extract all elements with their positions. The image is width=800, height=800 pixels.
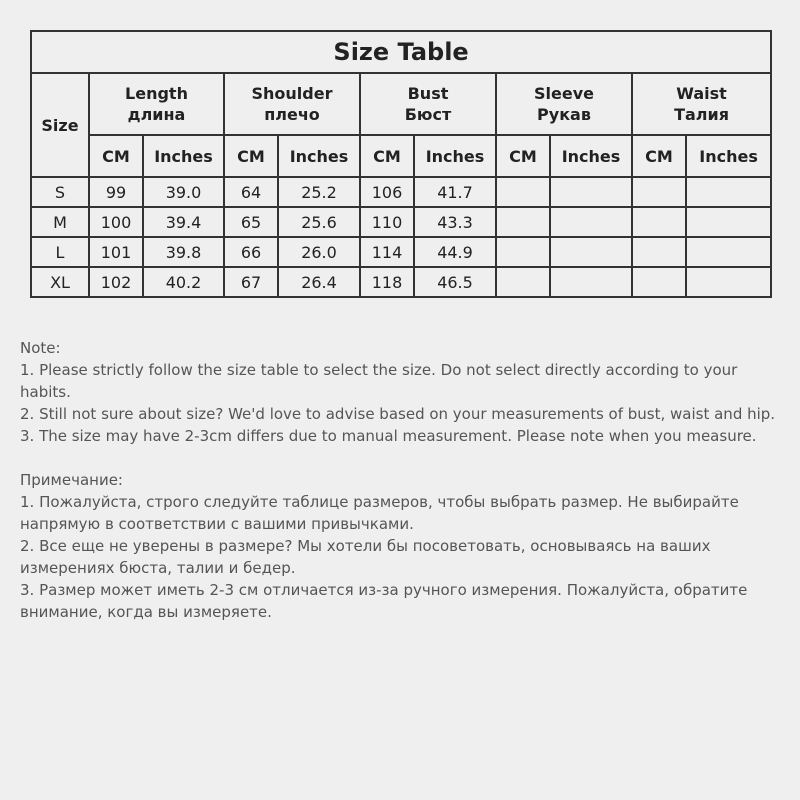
note-item-ru: 2. Все еще не уверены в размере? Мы хотели бы посоветовать, основываясь на ваших измерениях бюста, талии и бедер. [20, 537, 711, 577]
sleeve-inches-cell [550, 267, 632, 297]
bust-cm-cell: 118 [360, 267, 414, 297]
group-header-sleeve [496, 73, 632, 135]
bust-cm-cell: 110 [360, 207, 414, 237]
unit-header-inches: Inches [278, 135, 360, 177]
group-label-en: Bust [407, 84, 449, 103]
unit-header-inches: Inches [550, 135, 632, 177]
sleeve-inches-cell [550, 177, 632, 207]
notes-section [20, 337, 790, 623]
length-cm-cell: 99 [89, 177, 143, 207]
waist-cm-cell [632, 177, 686, 207]
length-inches-cell: 40.2 [143, 267, 224, 297]
bust-inches-cell: 44.9 [414, 237, 496, 267]
notes-heading-en: Note: [20, 339, 61, 357]
unit-header-cm: CM [89, 135, 143, 177]
shoulder-cm-cell: 66 [224, 237, 278, 267]
waist-inches-cell [686, 237, 771, 267]
size-cell: S [31, 177, 89, 207]
size-column-header: Size [31, 73, 89, 177]
sleeve-cm-cell [496, 267, 550, 297]
shoulder-cm-cell: 67 [224, 267, 278, 297]
bust-inches-cell: 46.5 [414, 267, 496, 297]
shoulder-cm-cell: 65 [224, 207, 278, 237]
note-item-en: 2. Still not sure about size? We'd love to advise based on your measurements of bust, waist and hip. [20, 405, 776, 423]
unit-header-inches: Inches [686, 135, 771, 177]
sleeve-cm-cell [496, 207, 550, 237]
bust-inches-cell: 43.3 [414, 207, 496, 237]
unit-header-inches: Inches [143, 135, 224, 177]
group-header-shoulder [224, 73, 360, 135]
unit-header-inches: Inches [414, 135, 496, 177]
size-cell: XL [31, 267, 89, 297]
notes-spacer [20, 447, 790, 469]
shoulder-inches-cell: 26.4 [278, 267, 360, 297]
group-header-waist [632, 73, 771, 135]
unit-header-cm: CM [360, 135, 414, 177]
length-inches-cell: 39.0 [143, 177, 224, 207]
waist-inches-cell [686, 207, 771, 237]
group-header-bust [360, 73, 496, 135]
table-row [31, 177, 771, 207]
group-label-ru: плечо [264, 105, 320, 124]
group-header-length [89, 73, 224, 135]
waist-cm-cell [632, 267, 686, 297]
note-item-ru: 1. Пожалуйста, строго следуйте таблице размеров, чтобы выбрать размер. Не выбирайте напрямую в соответствии с вашими привычками. [20, 493, 739, 533]
table-row [31, 267, 771, 297]
waist-cm-cell [632, 207, 686, 237]
unit-header-cm: CM [632, 135, 686, 177]
length-inches-cell: 39.4 [143, 207, 224, 237]
bust-cm-cell: 106 [360, 177, 414, 207]
unit-header-cm: CM [496, 135, 550, 177]
length-cm-cell: 100 [89, 207, 143, 237]
unit-header-cm: CM [224, 135, 278, 177]
shoulder-inches-cell: 25.2 [278, 177, 360, 207]
waist-inches-cell [686, 267, 771, 297]
group-label-ru: Талия [674, 105, 730, 124]
notes-heading-ru: Примечание: [20, 471, 123, 489]
table-title: Size Table [31, 31, 771, 73]
shoulder-cm-cell: 64 [224, 177, 278, 207]
size-cell: L [31, 237, 89, 267]
group-label-ru: Бюст [404, 105, 452, 124]
group-label-ru: длина [127, 105, 186, 124]
note-item-en: 1. Please strictly follow the size table to select the size. Do not select directly according to your habits. [20, 361, 738, 401]
size-table [30, 30, 772, 298]
group-label-ru: Рукав [537, 105, 591, 124]
length-inches-cell: 39.8 [143, 237, 224, 267]
bust-cm-cell: 114 [360, 237, 414, 267]
group-label-en: Sleeve [534, 84, 594, 103]
bust-inches-cell: 41.7 [414, 177, 496, 207]
length-cm-cell: 101 [89, 237, 143, 267]
waist-cm-cell [632, 237, 686, 267]
sleeve-inches-cell [550, 207, 632, 237]
group-label-en: Waist [676, 84, 727, 103]
shoulder-inches-cell: 26.0 [278, 237, 360, 267]
waist-inches-cell [686, 177, 771, 207]
length-cm-cell: 102 [89, 267, 143, 297]
sleeve-cm-cell [496, 237, 550, 267]
note-item-ru: 3. Размер может иметь 2-3 см отличается из-за ручного измерения. Пожалуйста, обратите внимание, когда вы измеряете. [20, 581, 748, 621]
group-label-en: Length [125, 84, 188, 103]
table-row [31, 207, 771, 237]
shoulder-inches-cell: 25.6 [278, 207, 360, 237]
sleeve-cm-cell [496, 177, 550, 207]
table-row [31, 237, 771, 267]
sleeve-inches-cell [550, 237, 632, 267]
note-item-en: 3. The size may have 2-3cm differs due to manual measurement. Please note when you measure. [20, 427, 757, 445]
size-cell: M [31, 207, 89, 237]
group-label-en: Shoulder [251, 84, 333, 103]
